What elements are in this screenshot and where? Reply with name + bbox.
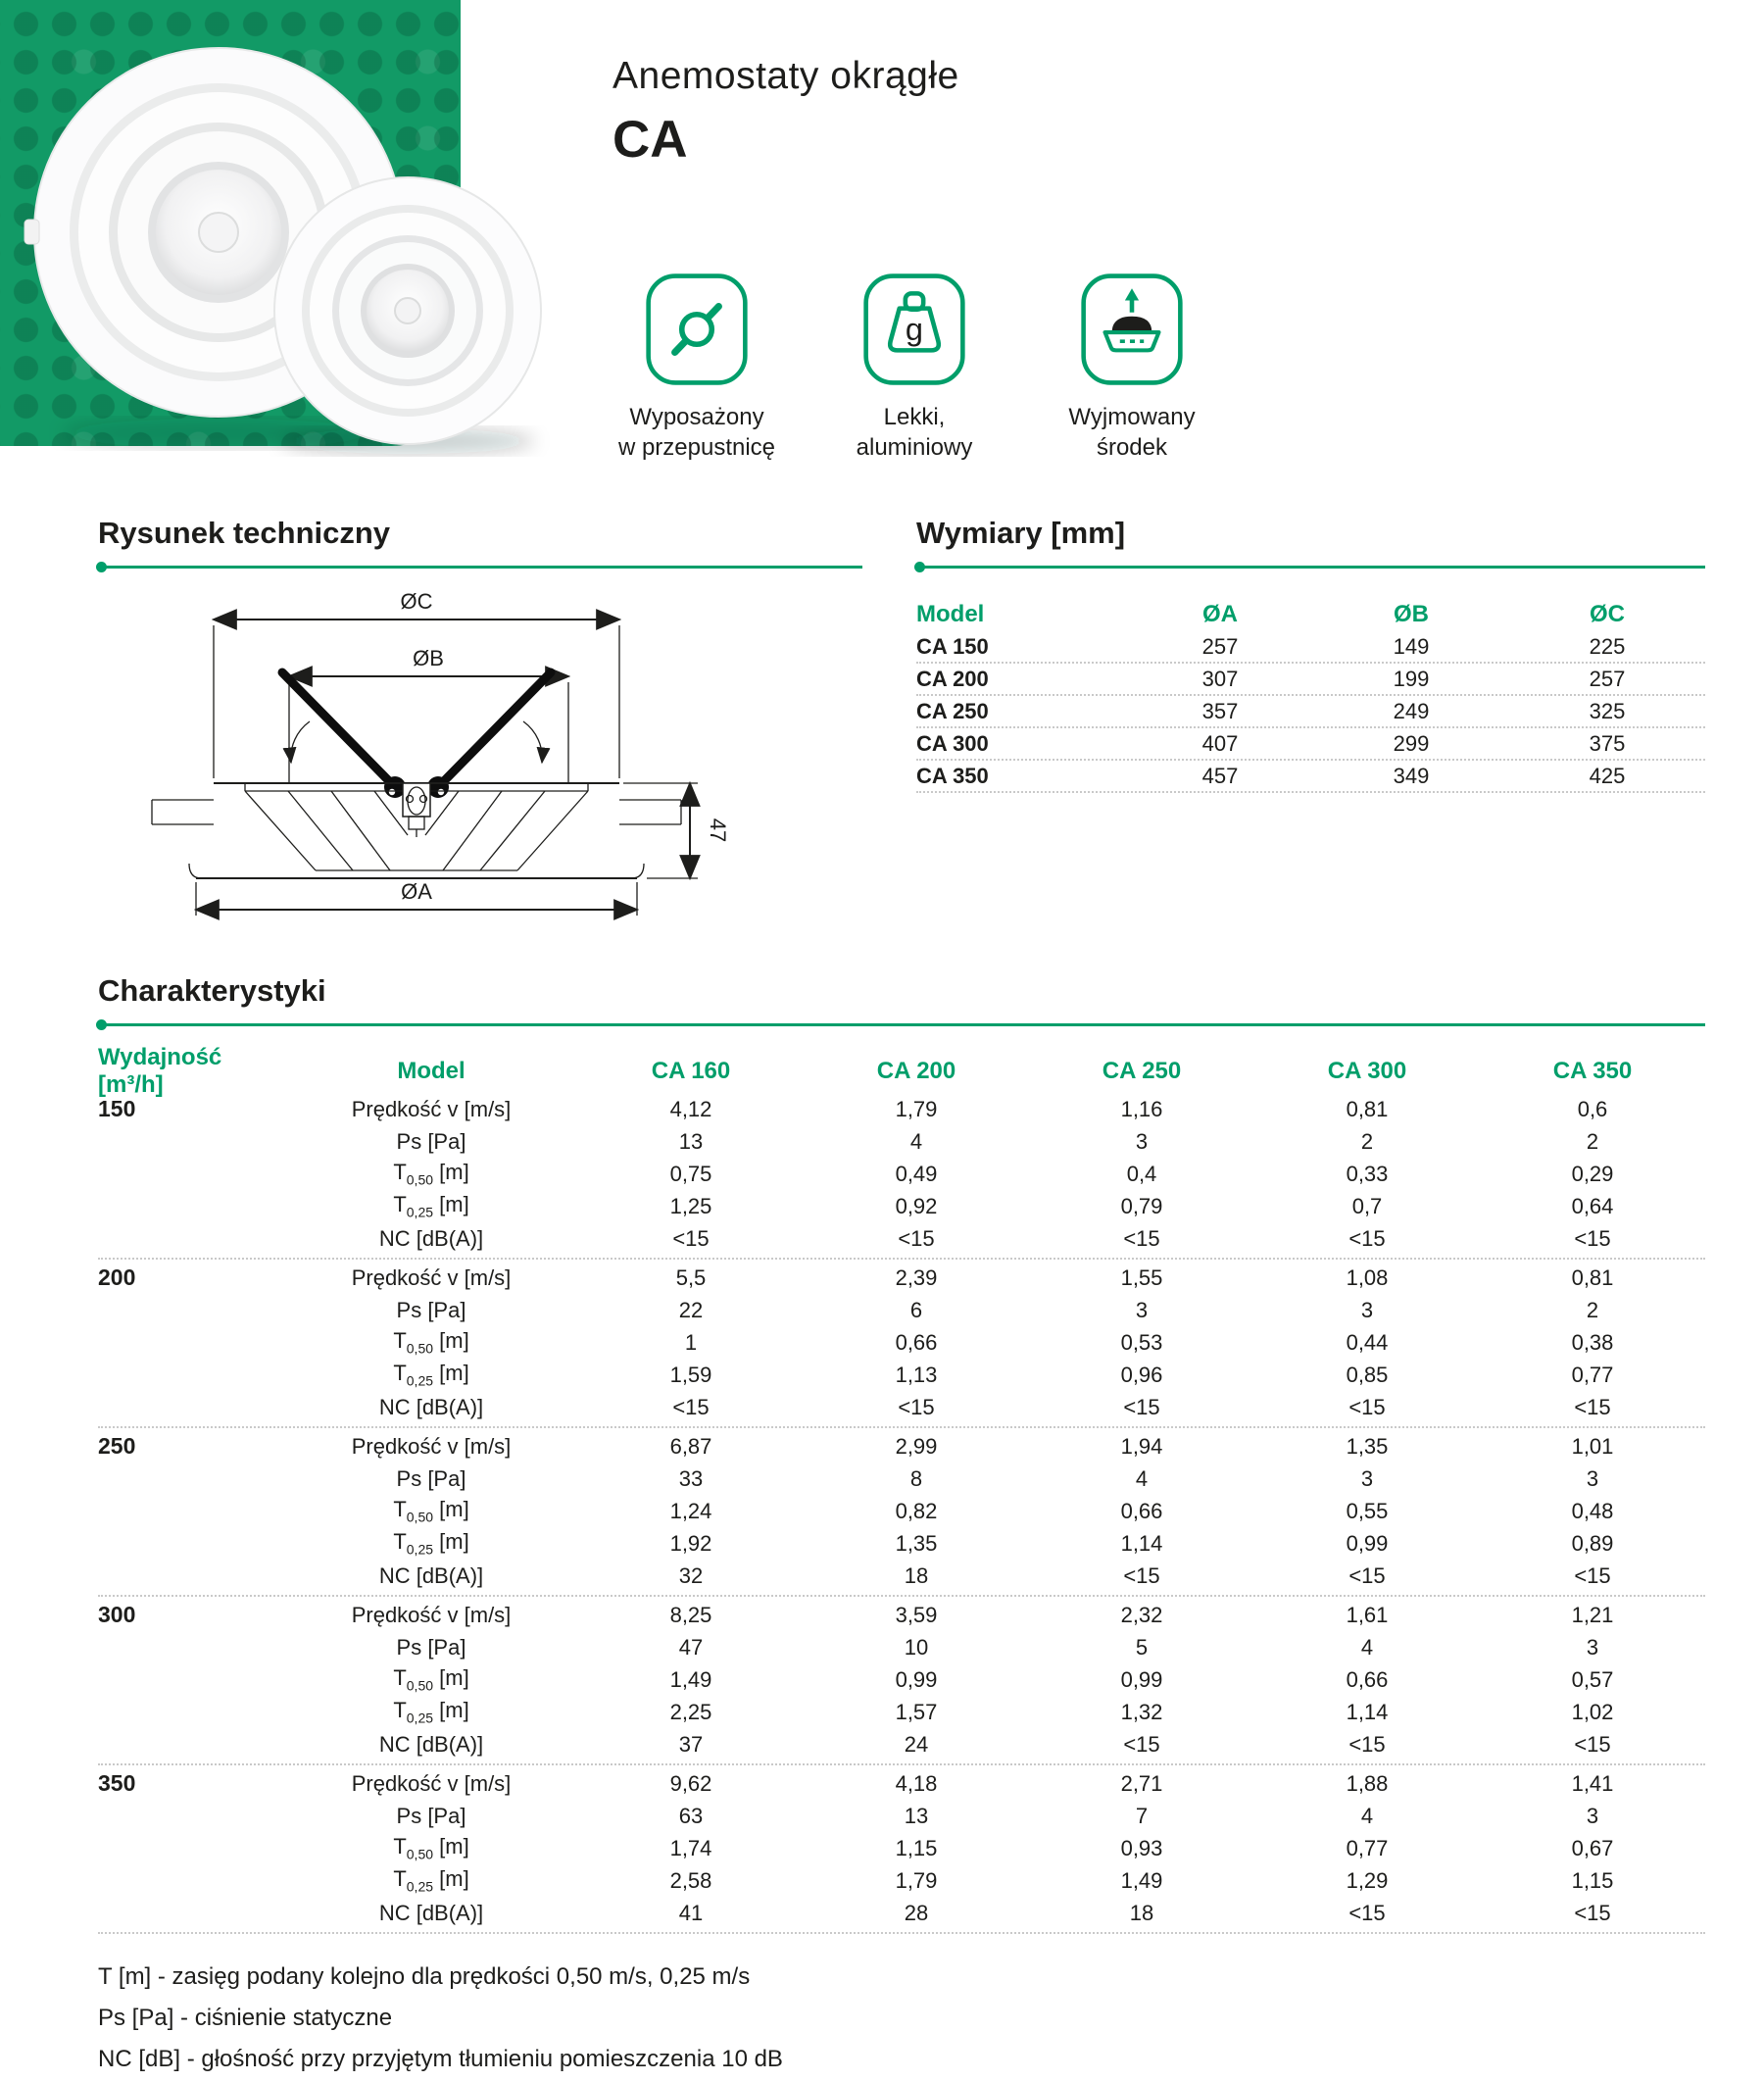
value-cell: 0,99 [895,1666,938,1692]
value-cell: 0,38 [1571,1329,1614,1355]
value-cell: 0,53 [1120,1329,1163,1355]
value-cell: 457 [1201,763,1239,788]
value-cell: 1,13 [895,1362,938,1387]
product-code: CA [612,111,688,169]
table-row [98,1527,1705,1560]
value-cell: 32 [678,1562,704,1588]
value-cell: 0,85 [1346,1362,1389,1387]
table-row [916,728,1705,761]
table-row [98,1430,1705,1462]
value-cell: 0,49 [895,1161,938,1186]
table-row [916,664,1705,696]
table-row [98,1391,1705,1423]
value-cell: 1,02 [1571,1699,1614,1724]
value-cell: 3,59 [895,1602,938,1627]
value-cell: 13 [678,1128,704,1154]
value-cell: <15 [1348,1394,1386,1419]
value-cell: 0,77 [1571,1362,1614,1387]
value-cell: 37 [678,1731,704,1757]
table-row [98,1897,1705,1929]
param-label: $T_{0,50}$ [m] [393,1497,469,1525]
value-cell: 0,66 [1120,1498,1163,1523]
dim-label-b: ØB [413,646,444,670]
value-cell: 2 [1586,1128,1599,1154]
value-cell: 357 [1201,698,1239,723]
value-cell: 1,79 [895,1867,938,1893]
value-cell: 0,67 [1571,1835,1614,1860]
value-cell: 1 [684,1329,698,1355]
table-row [98,1190,1705,1222]
param-label: NC [dB(A)] [378,1731,484,1757]
value-cell: 1,01 [1571,1433,1614,1459]
value-cell: 0,4 [1126,1161,1157,1186]
value-cell: <15 [898,1225,935,1251]
flow-block [98,1091,1705,1260]
value-cell: 2,32 [1120,1602,1163,1627]
value-cell: 0,44 [1346,1329,1389,1355]
feature-list [588,273,1241,463]
section-rule [98,566,862,569]
table-row [98,1599,1705,1631]
param-label: Prędkość v [m/s] [351,1096,512,1121]
value-cell: <15 [898,1394,935,1419]
flow-label: 200 [98,1264,136,1290]
feature-label: Wyjmowany środek [1068,404,1196,461]
flow-block [98,1260,1705,1428]
value-cell: 0,66 [895,1329,938,1355]
removable-core-icon [1080,273,1184,386]
value-cell: 199 [1393,666,1430,691]
value-cell: 375 [1589,730,1626,756]
param-label: NC [dB(A)] [378,1562,484,1588]
table-row [98,1560,1705,1592]
column-header-dia-a: ØA [1202,601,1238,627]
table-row [98,1663,1705,1696]
value-cell: 249 [1393,698,1430,723]
value-cell: 5 [1135,1634,1149,1660]
value-cell: 3 [1586,1803,1599,1828]
model-cell: CA 300 [916,730,989,756]
value-cell: 0,55 [1346,1498,1389,1523]
dimensions-section [916,516,1705,793]
table-row [98,1093,1705,1125]
flow-label: 300 [98,1602,136,1627]
value-cell: 0,96 [1120,1362,1163,1387]
flow-block [98,1597,1705,1765]
table-row [98,1800,1705,1832]
value-cell: 1,92 [669,1530,712,1556]
value-cell: 1,24 [669,1498,712,1523]
value-cell: 1,32 [1120,1699,1163,1724]
table-row [98,1125,1705,1158]
table-row [98,1158,1705,1190]
value-cell: 0,48 [1571,1498,1614,1523]
value-cell: 4 [1360,1803,1374,1828]
damper-icon [645,273,749,386]
value-cell: <15 [1348,1225,1386,1251]
value-cell: 149 [1393,633,1430,659]
value-cell: 0,79 [1120,1193,1163,1218]
value-cell: <15 [1574,1562,1611,1588]
value-cell: 2,58 [669,1867,712,1893]
value-cell: 41 [678,1900,704,1925]
value-cell: <15 [1574,1394,1611,1419]
value-cell: <15 [1348,1900,1386,1925]
value-cell: 0,99 [1120,1666,1163,1692]
value-cell: 6 [909,1297,923,1322]
value-cell: <15 [1123,1225,1160,1251]
value-cell: 3 [1360,1297,1374,1322]
value-cell: 1,61 [1346,1602,1389,1627]
param-label: $T_{0,50}$ [m] [393,1160,469,1188]
table-row [98,1767,1705,1800]
value-cell: 257 [1201,633,1239,659]
model-cell: CA 250 [916,698,989,723]
param-label: $T_{0,50}$ [m] [393,1834,469,1862]
table-row [916,631,1705,664]
value-cell: 1,29 [1346,1867,1389,1893]
technical-drawing-section [98,516,862,923]
flow-block [98,1765,1705,1934]
value-cell: 3 [1586,1465,1599,1491]
table-row [98,1326,1705,1359]
value-cell: 0,89 [1571,1530,1614,1556]
value-cell: 0,6 [1577,1096,1608,1121]
column-header-dia-c: ØC [1590,601,1625,627]
value-cell: 2,25 [669,1699,712,1724]
svg-text:g: g [905,312,924,348]
table-row [98,1728,1705,1760]
param-label: Ps [Pa] [396,1465,466,1491]
param-label: $T_{0,25}$ [m] [393,1698,469,1726]
column-header-flow: Wydajność [m³/h] [98,1044,222,1098]
value-cell: 1,57 [895,1699,938,1724]
value-cell: 3 [1135,1297,1149,1322]
section-rule [916,566,1705,569]
value-cell: 4 [1135,1465,1149,1491]
value-cell: 0,99 [1346,1530,1389,1556]
value-cell: 2,71 [1120,1770,1163,1796]
param-label: NC [dB(A)] [378,1394,484,1419]
value-cell: 33 [678,1465,704,1491]
footnote: Ps [Pa] - ciśnienie statyczne [98,2005,393,2031]
value-cell: 2,99 [895,1433,938,1459]
value-cell: 1,41 [1571,1770,1614,1796]
value-cell: 18 [904,1562,929,1588]
value-cell: 9,62 [669,1770,712,1796]
flow-label: 350 [98,1770,136,1796]
section-title-dimensions: Wymiary [mm] [916,516,1126,550]
value-cell: 425 [1589,763,1626,788]
value-cell: 1,16 [1120,1096,1163,1121]
column-header-model: Model [397,1058,466,1084]
param-label: $T_{0,50}$ [m] [393,1328,469,1357]
column-header-ca300: CA 300 [1327,1058,1407,1084]
value-cell: 0,81 [1346,1096,1389,1121]
param-label: NC [dB(A)] [378,1225,484,1251]
value-cell: 407 [1201,730,1239,756]
table-header-row [916,598,1705,631]
diffuser-small [274,177,541,444]
value-cell: <15 [672,1225,710,1251]
value-cell: 8 [909,1465,923,1491]
table-body [916,631,1705,793]
value-cell: 1,15 [895,1835,938,1860]
feature-lightweight [806,273,1023,463]
value-cell: 1,08 [1346,1264,1389,1290]
value-cell: 0,57 [1571,1666,1614,1692]
value-cell: 3 [1135,1128,1149,1154]
value-cell: 5,5 [675,1264,707,1290]
feature-damper [588,273,806,463]
param-label: $T_{0,25}$ [m] [393,1361,469,1389]
value-cell: 299 [1393,730,1430,756]
table-row [98,1495,1705,1527]
value-cell: 2,39 [895,1264,938,1290]
param-label: Ps [Pa] [396,1803,466,1828]
model-cell: CA 200 [916,666,989,691]
dim-label-a: ØA [401,879,432,904]
value-cell: 28 [904,1900,929,1925]
footnote: T [m] - zasięg podany kolejno dla prędkości 0,50 m/s, 0,25 m/s [98,1963,751,1990]
value-cell: 1,49 [669,1666,712,1692]
table-row [98,1864,1705,1897]
characteristics-section [98,973,1705,2082]
value-cell: 0,77 [1346,1835,1389,1860]
param-label: NC [dB(A)] [378,1900,484,1925]
dim-label-c: ØC [400,589,433,614]
value-cell: 4 [1360,1634,1374,1660]
value-cell: 10 [904,1634,929,1660]
value-cell: 1,35 [895,1530,938,1556]
value-cell: 1,14 [1120,1530,1163,1556]
model-cell: CA 350 [916,763,989,788]
value-cell: 1,35 [1346,1433,1389,1459]
param-label: Prędkość v [m/s] [351,1264,512,1290]
table-row [98,1262,1705,1294]
value-cell: 4 [909,1128,923,1154]
footnote: NC [dB] - głośność przy przyjętym tłumieniu pomieszczenia 10 dB [98,2046,783,2072]
value-cell: 63 [678,1803,704,1828]
value-cell: 13 [904,1803,929,1828]
value-cell: 7 [1135,1803,1149,1828]
column-header-ca160: CA 160 [651,1058,731,1084]
value-cell: 1,49 [1120,1867,1163,1893]
title-block [612,55,959,170]
value-cell: 1,21 [1571,1602,1614,1627]
value-cell: 2 [1586,1297,1599,1322]
param-label: Prędkość v [m/s] [351,1602,512,1627]
value-cell: 3 [1586,1634,1599,1660]
param-label: $T_{0,25}$ [m] [393,1192,469,1220]
table-row [98,1462,1705,1495]
column-header-dia-b: ØB [1394,601,1429,627]
value-cell: 349 [1393,763,1430,788]
value-cell: 1,15 [1571,1867,1614,1893]
value-cell: 0,7 [1351,1193,1383,1218]
model-cell: CA 150 [916,633,989,659]
table-row [916,696,1705,728]
technical-drawing [98,582,764,923]
value-cell: 307 [1201,666,1239,691]
param-label: $T_{0,50}$ [m] [393,1665,469,1694]
value-cell: 0,92 [895,1193,938,1218]
value-cell: 3 [1360,1465,1374,1491]
value-cell: <15 [1348,1731,1386,1757]
weight-icon [862,273,966,386]
column-header-ca250: CA 250 [1102,1058,1182,1084]
value-cell: 8,25 [669,1602,712,1627]
table-row [98,1631,1705,1663]
value-cell: 1,59 [669,1362,712,1387]
value-cell: 4,12 [669,1096,712,1121]
value-cell: 18 [1129,1900,1154,1925]
flow-block [98,1428,1705,1597]
value-cell: <15 [1123,1562,1160,1588]
value-cell: 24 [904,1731,929,1757]
param-label: Ps [Pa] [396,1297,466,1322]
value-cell: 47 [678,1634,704,1660]
value-cell: 1,88 [1346,1770,1389,1796]
table-row [98,1294,1705,1326]
value-cell: 0,64 [1571,1193,1614,1218]
feature-label: Lekki, aluminiowy [856,404,973,461]
value-cell: 0,66 [1346,1666,1389,1692]
value-cell: 22 [678,1297,704,1322]
param-label: $T_{0,25}$ [m] [393,1529,469,1558]
value-cell: <15 [1123,1731,1160,1757]
value-cell: 6,87 [669,1433,712,1459]
value-cell: 325 [1589,698,1626,723]
column-header-ca200: CA 200 [876,1058,956,1084]
value-cell: 0,82 [895,1498,938,1523]
table-row [916,761,1705,793]
param-label: Prędkość v [m/s] [351,1433,512,1459]
page-title: Anemostaty okrągłe [612,55,959,97]
feature-removable-core [1023,273,1241,463]
value-cell: 1,14 [1346,1699,1389,1724]
value-cell: 1,55 [1120,1264,1163,1290]
value-cell: 257 [1589,666,1626,691]
value-cell: 225 [1589,633,1626,659]
feature-label: Wyposażony w przepustnicę [617,404,776,461]
value-cell: 0,93 [1120,1835,1163,1860]
section-rule [98,1023,1705,1026]
value-cell: 0,75 [669,1161,712,1186]
column-header-ca350: CA 350 [1552,1058,1633,1084]
value-cell: 1,94 [1120,1433,1163,1459]
section-title-drawing: Rysunek techniczny [98,516,391,550]
value-cell: 1,74 [669,1835,712,1860]
table-row [98,1696,1705,1728]
footnotes [98,1963,1705,2073]
table-header-row [98,1044,1705,1098]
value-cell: 0,81 [1571,1264,1614,1290]
table-row [98,1222,1705,1255]
param-label: $T_{0,25}$ [m] [393,1866,469,1895]
value-cell: 4,18 [895,1770,938,1796]
flow-label: 250 [98,1433,136,1459]
column-header-model: Model [916,601,985,627]
table-row [98,1832,1705,1864]
flow-label: 150 [98,1096,136,1121]
param-label: Ps [Pa] [396,1634,466,1660]
dimensions-table [916,598,1705,793]
value-cell: 0,33 [1346,1161,1389,1186]
value-cell: <15 [1574,1225,1611,1251]
value-cell: 1,79 [895,1096,938,1121]
table-row [98,1359,1705,1391]
value-cell: <15 [672,1394,710,1419]
value-cell: <15 [1348,1562,1386,1588]
value-cell: 2 [1360,1128,1374,1154]
product-photo [18,22,576,463]
param-label: Ps [Pa] [396,1128,466,1154]
value-cell: 1,25 [669,1193,712,1218]
dim-label-height: 47 [706,818,730,843]
value-cell: <15 [1123,1394,1160,1419]
value-cell: <15 [1574,1900,1611,1925]
value-cell: 0,29 [1571,1161,1614,1186]
section-title-characteristics: Charakterystyki [98,973,326,1008]
param-label: Prędkość v [m/s] [351,1770,512,1796]
table-body [98,1091,1705,1934]
value-cell: <15 [1574,1731,1611,1757]
